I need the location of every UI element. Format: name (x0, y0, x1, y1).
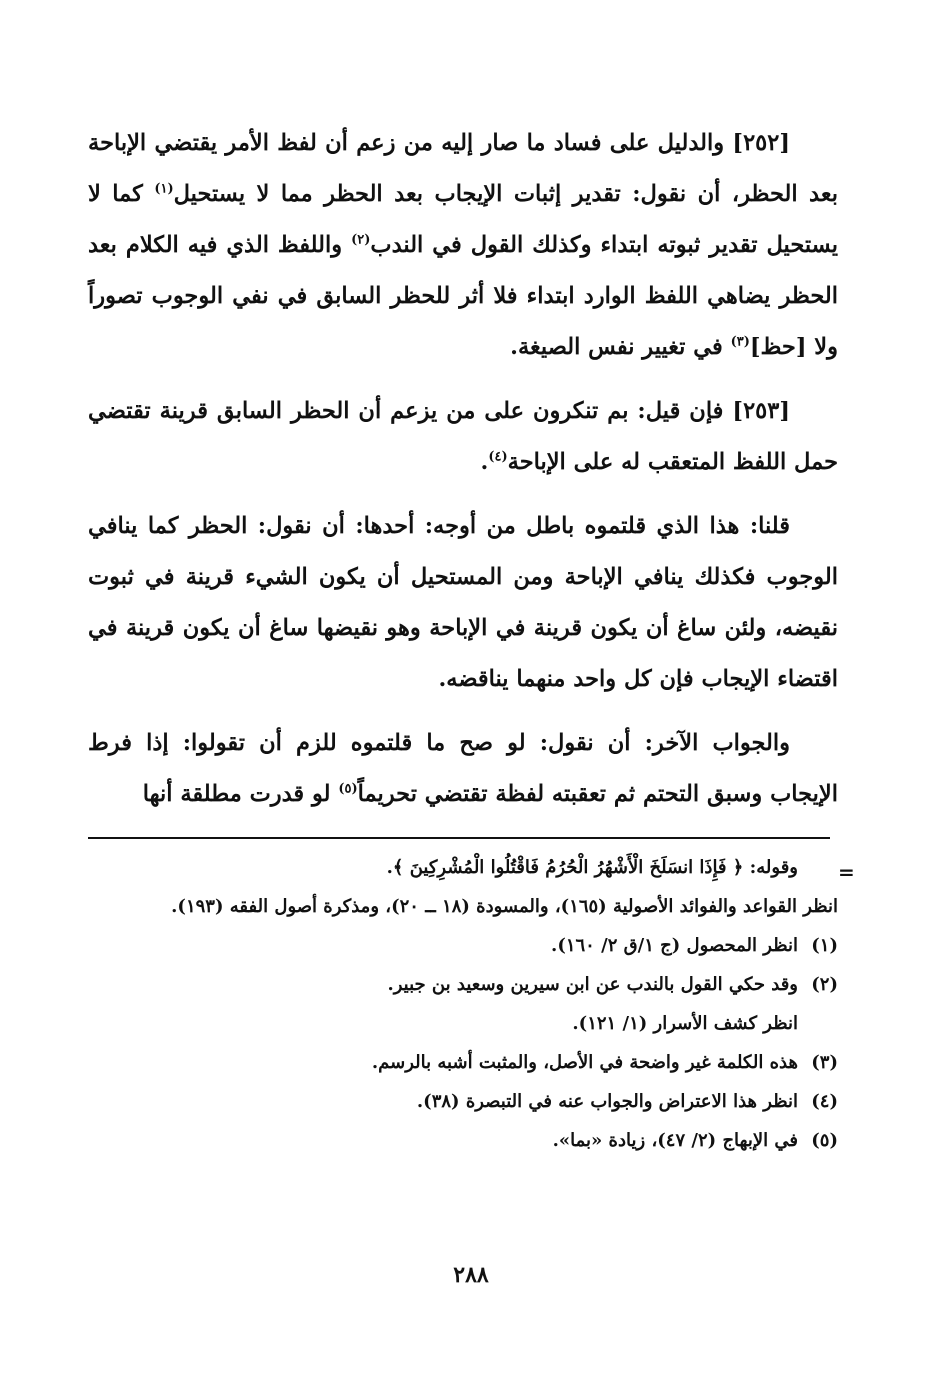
footnote-ref: (١) (154, 181, 174, 197)
footnote-text: وقد حكي القول بالندب عن ابن سيرين وسعيد بن جبير. (387, 974, 798, 995)
footnote-4 (88, 1082, 838, 1121)
paragraph-text: قلنا: هذا الذي قلتموه باطل من أوجه: أحدها: أن نقول: الحظر كما ينافي الوجوب فكذلك ينافي الإباحة ومن المستحيل أن يكون الشيء قرينة في ثبوت نقيضه، ولئن ساغ أن يكون قرينة في الإباحة وهو نقيضها ساغ أن يكون قرينة في اقتضاء الإيجاب فإن كل واحد منهما يناقضه. (88, 513, 838, 692)
footnote-text: هذه الكلمة غير واضحة في الأصل، والمثبت أشبه بالرسم. (371, 1052, 798, 1073)
paragraph-text: والدليل على فساد ما صار إليه من زعم أن لفظ الأمر يقتضي الإباحة بعد الحظر، أن نقول: تقدير إثبات الإيجاب بعد الحظر مما لا يستحيل (88, 130, 838, 207)
paragraph-252 (88, 118, 838, 373)
footnote-ref: (٥) (338, 781, 358, 797)
page-number: ٢٨٨ (453, 1262, 489, 1288)
paragraph-253 (88, 386, 838, 488)
footnote-continuation: وقوله: ﴿ فَإِذَا انسَلَخَ الْأَشْهُرُ الْحُرُمُ فَاقْتُلُوا الْمُشْرِكِينَ ﴾. (386, 857, 798, 878)
footnote-divider (88, 837, 830, 839)
footnote-text: انظر هذا الاعتراض والجواب عنه في التبصرة (٣٨). (416, 1091, 798, 1112)
paragraph-text: كما لا يستحيل تقدير ثبوته ابتداء وكذلك القول في الندب (88, 181, 838, 258)
footnote-continuation: انظر القواعد والفوائد الأصولية (١٦٥)، والمسودة (١٨ ــ ٢٠)، ومذكرة أصول الفقه (١٩٣). (171, 896, 838, 917)
footnote-1 (88, 926, 838, 965)
footnote-number: (٢) (811, 974, 838, 995)
paragraph-answer (88, 501, 838, 705)
paragraph-text: واللفظ الذي فيه الكلام بعد الحظر يضاهي اللفظ الوارد ابتداء فلا أثر للحظر السابق في نفي الوجوب تصوراً ولا [حظ] (88, 232, 838, 360)
paragraph-text: فإن قيل: بم تنكرون على من يزعم أن الحظر السابق قرينة تقتضي حمل اللفظ المتعقب له على الإباحة (88, 398, 838, 475)
paragraph-text: . (480, 449, 489, 475)
footnote-number: (١) (811, 935, 838, 956)
paragraph-text: والجواب الآخر: أن نقول: لو صح ما قلتموه للزم أن تقولوا: إذا فرط الإيجاب وسبق التحتم ثم تعقبته لفظة تقتضي تحريماً (88, 730, 838, 807)
footnote-2-sub: انظر كشف الأسرار (١/ ١٢١). (572, 1013, 798, 1034)
footnote-text: انظر المحصول (ج ١/ق ٢/ ١٦٠). (551, 935, 798, 956)
footnote-ref: (٢) (351, 232, 371, 248)
footnote-text: في الإبهاج (٢/ ٤٧)، زيادة «بما». (552, 1130, 798, 1151)
footnote-number: (٤) (811, 1091, 838, 1112)
paragraph-second-answer (88, 718, 838, 820)
footnote-ref: (٣) (730, 334, 750, 350)
footnote-2 (88, 965, 838, 1004)
footnote-5 (88, 1121, 838, 1160)
footnote-number: (٥) (811, 1130, 838, 1151)
continuation-mark: = (838, 860, 855, 884)
paragraph-number: [٢٥٣] (732, 398, 790, 424)
paragraph-text: لو قدرت مطلقة أنها (142, 781, 331, 807)
paragraph-text: في تغيير نفس الصيغة. (510, 334, 723, 360)
footnote-number: (٣) (811, 1052, 838, 1073)
footnote-ref: (٤) (488, 449, 508, 465)
footnotes (88, 848, 838, 1160)
main-text (88, 118, 838, 833)
footnote-3 (88, 1043, 838, 1082)
paragraph-number: [٢٥٢] (732, 130, 790, 156)
